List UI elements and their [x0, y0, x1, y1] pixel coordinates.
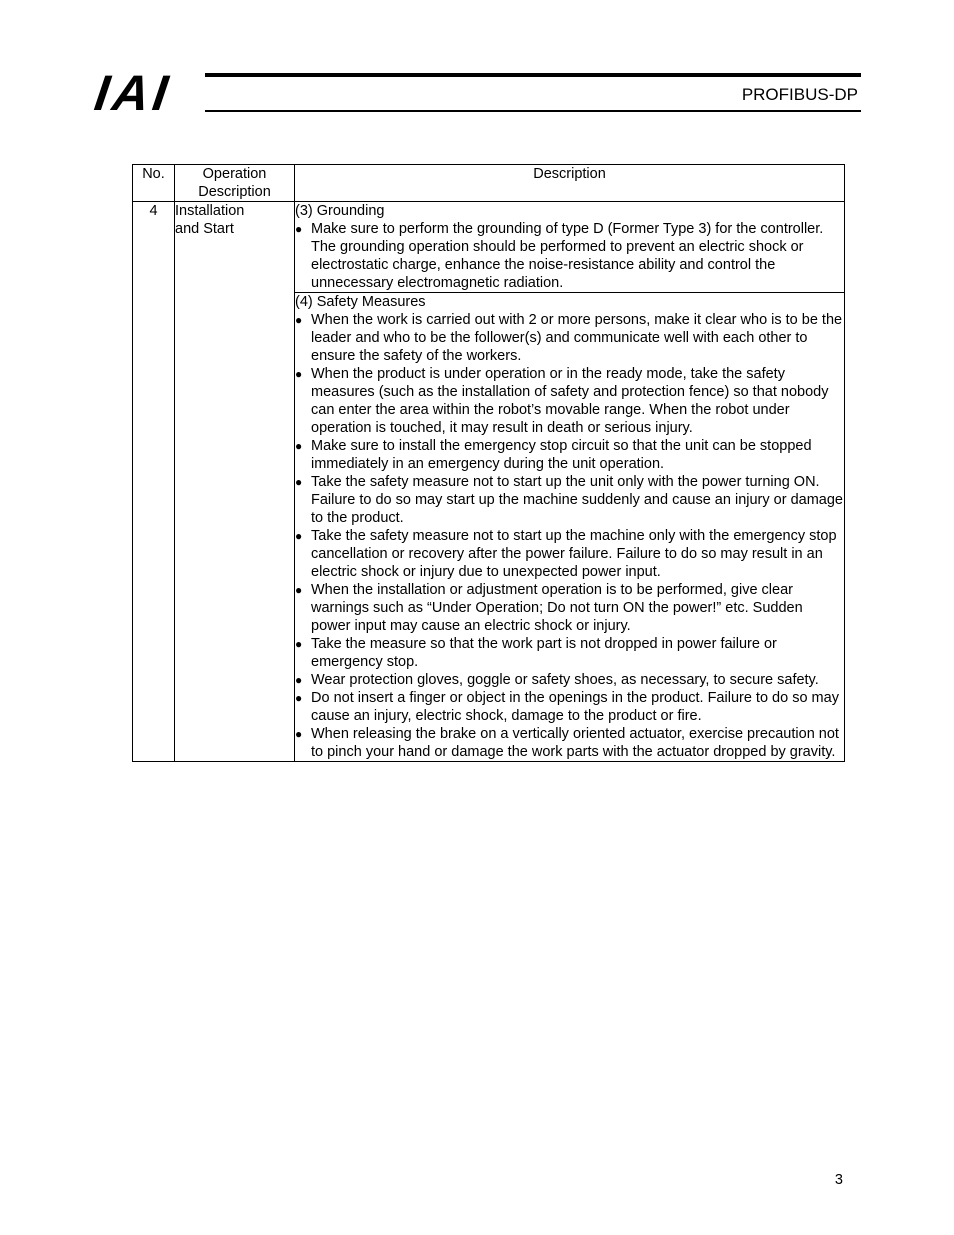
header-operation-line1: Operation	[202, 166, 267, 182]
bullet-icon: ●	[295, 439, 303, 453]
header-operation-line2: Description	[198, 184, 271, 200]
header-description: Description	[295, 165, 845, 202]
list-item	[295, 581, 844, 635]
list-item	[295, 473, 844, 527]
bullet-icon: ●	[295, 583, 303, 597]
table-header-row	[133, 165, 845, 202]
list-item	[295, 527, 844, 581]
row-operation-line2: and Start	[175, 221, 234, 237]
list-item	[295, 689, 844, 725]
operation-table	[132, 164, 845, 762]
bullet-icon: ●	[295, 313, 303, 327]
list-item	[295, 725, 844, 761]
bullet-icon: ●	[295, 529, 303, 543]
header-operation	[175, 165, 295, 202]
list-item-text: Make sure to perform the grounding of type D (Former Type 3) for the controller. The grounding operation should be performed to prevent an electric shock or electrostatic charge, enhance the noise-resistance ability and control the unnecessary electromagnetic radiation.	[311, 221, 824, 291]
bullet-icon: ●	[295, 673, 303, 687]
list-item	[295, 635, 844, 671]
list-item-text: Wear protection gloves, goggle or safety shoes, as necessary, to secure safety.	[311, 672, 819, 688]
bullet-icon: ●	[295, 222, 303, 236]
list-item-text: When releasing the brake on a vertically oriented actuator, exercise precaution not to pinch your hand or damage the work parts with the actuator dropped by gravity.	[311, 726, 839, 760]
list-item-text: Do not insert a finger or object in the openings in the product. Failure to do so may cause an injury, electric shock, damage to the product or fire.	[311, 690, 839, 724]
safety-list	[295, 311, 844, 761]
grounding-title: (3) Grounding	[295, 203, 385, 219]
bullet-icon: ●	[295, 637, 303, 651]
list-item-text: Take the measure so that the work part is not dropped in power failure or emergency stop.	[311, 636, 777, 670]
list-item-text: Take the safety measure not to start up the machine only with the emergency stop cancellation or recovery after the power failure. Failure to do so may result in an electric shock or injury due to unexpected power input.	[311, 528, 837, 580]
list-item	[295, 220, 844, 292]
safety-cell	[295, 293, 845, 762]
list-item-text: When the installation or adjustment operation is to be performed, give clear warnings such as “Under Operation; Do not turn ON the power!” etc. Sudden power input may cause an electric shock or injury.	[311, 582, 803, 634]
list-item-text: Take the safety measure not to start up the unit only with the power turning ON. Failure to do so may start up the machine suddenly and cause an injury or damage to the product.	[311, 474, 843, 526]
list-item-text: Make sure to install the emergency stop circuit so that the unit can be stopped immediately in an emergency during the unit operation.	[311, 438, 812, 472]
list-item-text: When the work is carried out with 2 or more persons, make it clear who is to be the leader and who to be the follower(s) and communicate well with each other to ensure the safety of the workers.	[311, 312, 843, 364]
grounding-cell	[295, 202, 845, 293]
bullet-icon: ●	[295, 367, 303, 381]
safety-title: (4) Safety Measures	[295, 294, 426, 310]
product-name: PROFIBUS-DP	[741, 85, 858, 104]
row-operation	[175, 202, 295, 762]
table-row	[133, 202, 845, 293]
row-no: 4	[133, 202, 175, 762]
row-operation-line1: Installation	[175, 203, 245, 219]
bullet-icon: ●	[295, 727, 303, 741]
header-rule-thin	[205, 110, 861, 112]
list-item	[295, 437, 844, 473]
iai-logo: IAI	[91, 65, 176, 121]
list-item	[295, 365, 844, 437]
list-item	[295, 671, 844, 689]
header-rule-thick	[205, 73, 861, 77]
bullet-icon: ●	[295, 475, 303, 489]
list-item	[295, 311, 844, 365]
list-item-text: When the product is under operation or in the ready mode, take the safety measures (such as the installation of safety and protection fence) so that nobody can enter the area within the robot’s movable range. When the robot under operation is touched, it may result in death or serious injury.	[311, 366, 829, 436]
header-no: No.	[133, 165, 175, 202]
page-number: 3	[834, 1172, 843, 1188]
bullet-icon: ●	[295, 691, 303, 705]
grounding-list	[295, 220, 844, 292]
